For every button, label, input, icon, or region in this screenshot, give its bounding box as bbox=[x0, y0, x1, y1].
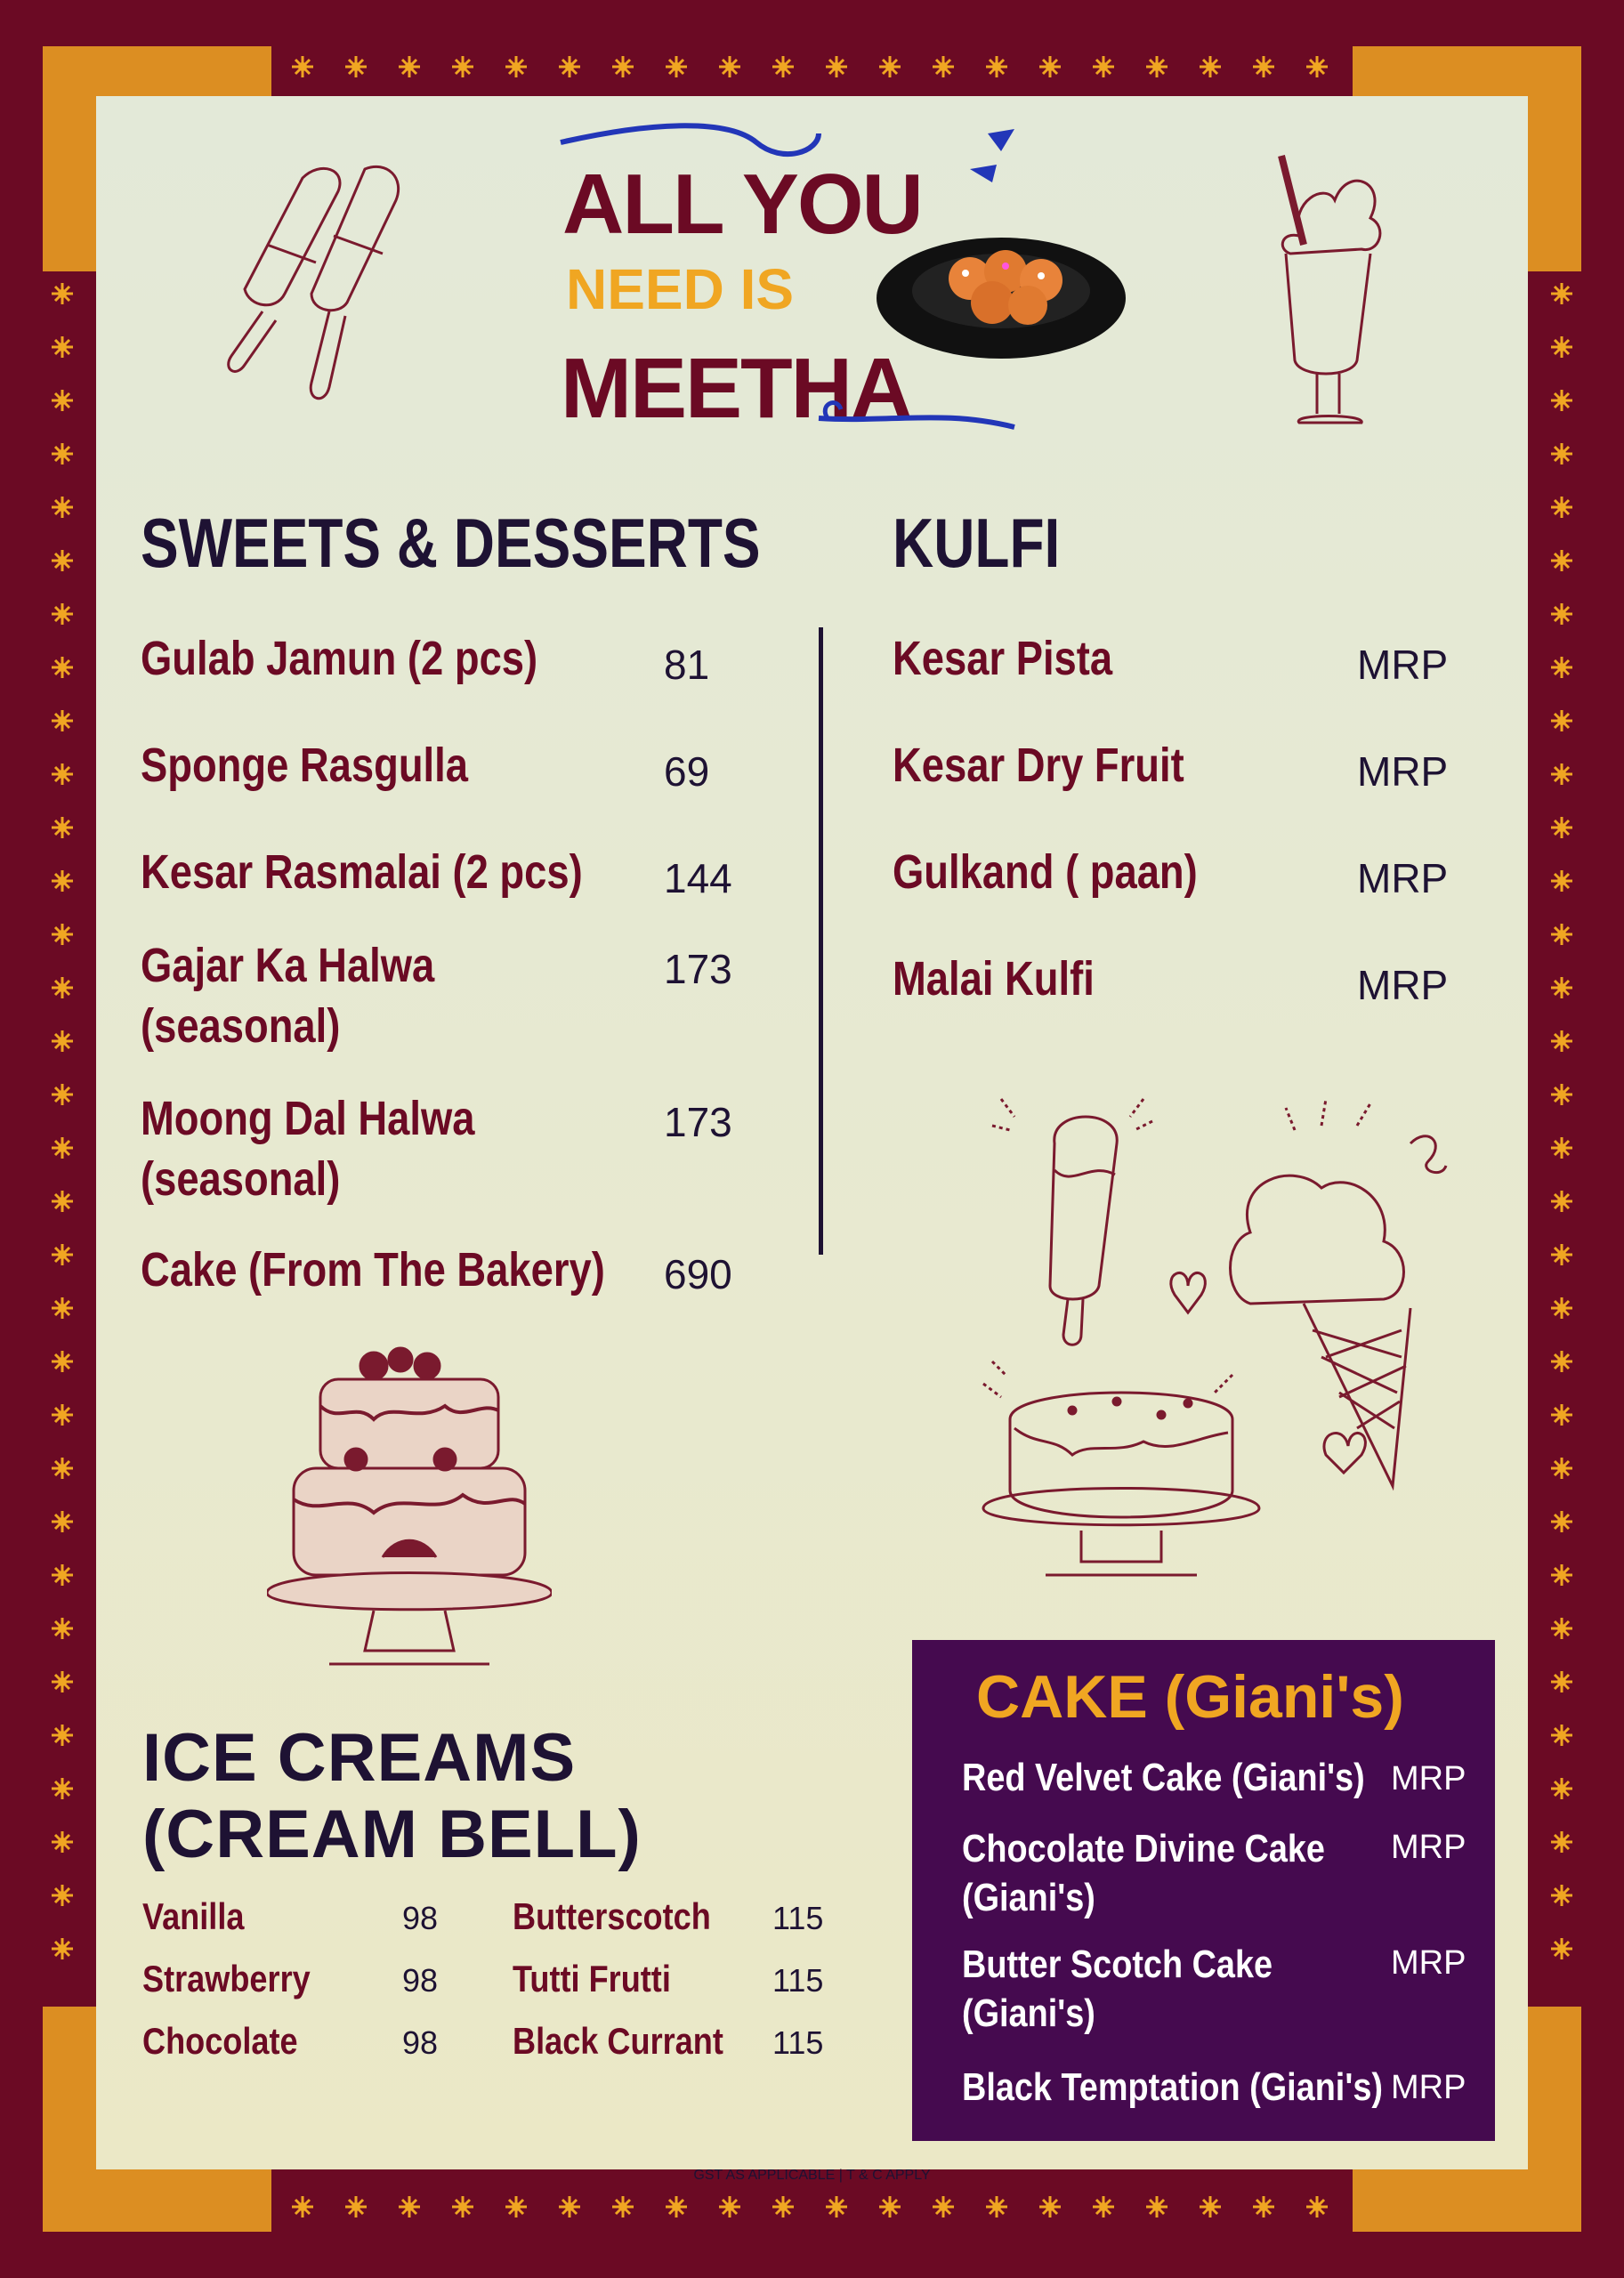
icecream-item-name: Strawberry bbox=[142, 1958, 311, 1999]
cake-item-name: Black Temptation (Giani's) bbox=[962, 2065, 1383, 2109]
icecream-item-price: 98 bbox=[402, 1900, 439, 1936]
cake-item-price: MRP bbox=[1391, 2069, 1466, 2106]
column-divider bbox=[819, 627, 823, 1255]
sweets-item-price: 81 bbox=[664, 642, 710, 688]
icecream-item-name: Butterscotch bbox=[513, 1895, 711, 1937]
icecream-item-price: 115 bbox=[772, 2024, 824, 2061]
icecream-item-price: 115 bbox=[772, 1900, 824, 1936]
sweets-item-name: Cake (From The Bakery) bbox=[141, 1243, 605, 1297]
title-line-2: NEED IS bbox=[566, 257, 795, 321]
icecreams-heading: ICE CREAMS bbox=[142, 1720, 577, 1796]
sweets-item-price: 173 bbox=[664, 1099, 732, 1145]
icecream-item-price: 115 bbox=[772, 1962, 824, 1999]
sweets-item-price: 69 bbox=[664, 748, 710, 795]
footer-note: GST AS APPLICABLE | T & C APPLY bbox=[693, 2168, 931, 2183]
kulfi-item-name: Kesar Dry Fruit bbox=[893, 739, 1184, 792]
layered-cake-image bbox=[267, 1326, 552, 1682]
cake-item-name: Butter Scotch Cake bbox=[962, 1943, 1273, 1986]
icecream-item-name: Chocolate bbox=[142, 2020, 298, 2062]
popsicle-doodle-icon bbox=[214, 151, 418, 418]
kulfi-item-name: Malai Kulfi bbox=[893, 952, 1095, 1006]
dessert-doodles-icon bbox=[966, 1090, 1482, 1624]
icecream-item-name: Vanilla bbox=[142, 1895, 245, 1937]
cake-item-name: Red Velvet Cake (Giani's) bbox=[962, 1756, 1365, 1799]
cake-item-price: MRP bbox=[1391, 1944, 1466, 1982]
sweets-item-name: Gajar Ka Halwa bbox=[141, 939, 435, 992]
cake-item-price: MRP bbox=[1391, 1829, 1466, 1866]
sweets-item-name: Kesar Rasmalai (2 pcs) bbox=[141, 845, 583, 899]
cake-item-price: MRP bbox=[1391, 1760, 1466, 1797]
sweets-item-price: 690 bbox=[664, 1251, 732, 1297]
kulfi-item-price: MRP bbox=[1357, 642, 1449, 688]
kulfi-item-price: MRP bbox=[1357, 962, 1449, 1008]
icecream-item-name: Black Currant bbox=[513, 2020, 723, 2062]
sweets-item-name: Sponge Rasgulla bbox=[141, 739, 468, 792]
sweets-item-name: Moong Dal Halwa bbox=[141, 1092, 475, 1145]
icecream-item-name: Tutti Frutti bbox=[513, 1958, 671, 1999]
icecreams-subheading: (CREAM BELL) bbox=[142, 1797, 642, 1872]
icecream-item-price: 98 bbox=[402, 1962, 439, 1999]
sweets-item-name: Gulab Jamun (2 pcs) bbox=[141, 632, 538, 685]
kulfi-item-name: Gulkand ( paan) bbox=[893, 845, 1198, 899]
sweets-item-note: (seasonal) bbox=[141, 1152, 341, 1206]
sweets-plate-image bbox=[872, 227, 1130, 360]
milkshake-doodle-icon bbox=[1264, 147, 1397, 440]
kulfi-heading: KULFI bbox=[893, 504, 1061, 582]
sweets-item-note: (seasonal) bbox=[141, 999, 341, 1053]
cake-item-note: (Giani's) bbox=[962, 1991, 1095, 2035]
kulfi-item-price: MRP bbox=[1357, 748, 1449, 795]
title-line-1: ALL YOU bbox=[562, 157, 922, 252]
sweets-heading: SWEETS & DESSERTS bbox=[141, 504, 761, 582]
cake-item-note: (Giani's) bbox=[962, 1876, 1095, 1919]
cake-heading: CAKE (Giani's) bbox=[976, 1663, 1404, 1731]
icecream-item-price: 98 bbox=[402, 2024, 439, 2061]
sweets-item-price: 173 bbox=[664, 946, 732, 992]
kulfi-item-price: MRP bbox=[1357, 855, 1449, 901]
cake-item-name: Chocolate Divine Cake bbox=[962, 1827, 1325, 1870]
title-line-3: MEETHA bbox=[561, 341, 911, 436]
kulfi-item-name: Kesar Pista bbox=[893, 632, 1113, 685]
sweets-item-price: 144 bbox=[664, 855, 732, 901]
